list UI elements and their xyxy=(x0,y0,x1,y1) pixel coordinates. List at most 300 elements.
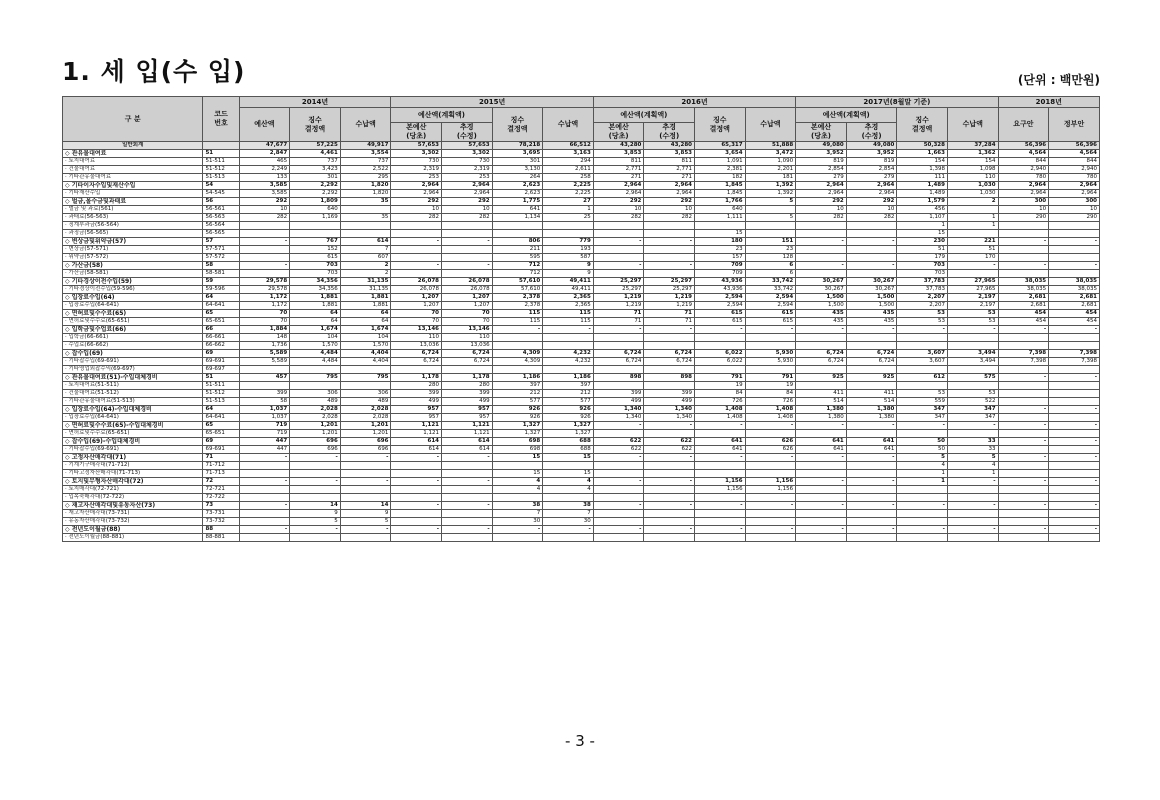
row-value: 926 xyxy=(543,406,594,414)
row-value: 1,030 xyxy=(947,182,998,190)
row-value: 211 xyxy=(492,246,543,254)
row-value xyxy=(593,222,644,230)
row-category: · 징계부과금(56-564) xyxy=(63,222,203,230)
row-value xyxy=(391,462,442,470)
row-value: 1,775 xyxy=(492,198,543,206)
row-value: - xyxy=(998,454,1049,462)
table-row xyxy=(63,430,1100,438)
row-value: 622 xyxy=(593,438,644,446)
row-value: 2,964 xyxy=(796,182,847,190)
row-value: 7 xyxy=(492,510,543,518)
row-value: 84 xyxy=(694,390,745,398)
row-category: · 기타관유물대여료 xyxy=(63,174,203,182)
header-receipt-2014: 수납액 xyxy=(340,108,391,142)
row-value: 844 xyxy=(998,158,1049,166)
row-value: 791 xyxy=(745,374,796,382)
row-value: 1,500 xyxy=(796,302,847,310)
row-value: 2,378 xyxy=(492,302,543,310)
row-value xyxy=(796,246,847,254)
row-value xyxy=(694,510,745,518)
row-value xyxy=(1049,470,1100,478)
table-row xyxy=(63,406,1100,414)
row-value: 626 xyxy=(745,438,796,446)
row-category: · 기타잡수입(69-691) xyxy=(63,446,203,454)
row-value xyxy=(796,494,847,502)
row-value: 640 xyxy=(694,206,745,214)
row-value: 898 xyxy=(593,374,644,382)
row-value xyxy=(391,254,442,262)
row-value: 15 xyxy=(492,470,543,478)
row-value: 7,398 xyxy=(1049,350,1100,358)
row-value: 811 xyxy=(644,158,695,166)
row-value: 30 xyxy=(543,518,594,526)
row-value: - xyxy=(745,502,796,510)
table-row xyxy=(63,158,1100,166)
row-value: 447 xyxy=(239,438,290,446)
row-value: 181 xyxy=(745,174,796,182)
row-value: 104 xyxy=(340,334,391,342)
row-value xyxy=(543,494,594,502)
row-value xyxy=(796,230,847,238)
row-value: 53 xyxy=(947,390,998,398)
row-value: 292 xyxy=(593,198,644,206)
row-value: 1,500 xyxy=(846,302,897,310)
table-row xyxy=(63,230,1100,238)
row-value xyxy=(796,334,847,342)
row-value: 2,365 xyxy=(543,294,594,302)
row-value: 51,888 xyxy=(745,142,796,150)
row-value: 1 xyxy=(947,214,998,222)
row-value: 1,207 xyxy=(391,294,442,302)
row-value: 10 xyxy=(846,206,897,214)
row-category: ◇ 벌금,몰수금및과태료 xyxy=(63,198,203,206)
row-value: 6,724 xyxy=(644,350,695,358)
row-value: 2,964 xyxy=(442,182,493,190)
row-code: 65 xyxy=(203,422,239,430)
row-value: 6,724 xyxy=(593,350,644,358)
row-value: 2,771 xyxy=(593,166,644,174)
row-value xyxy=(644,222,695,230)
row-value: 2,964 xyxy=(644,182,695,190)
row-value: 300 xyxy=(998,198,1049,206)
row-value xyxy=(543,534,594,542)
table-row xyxy=(63,414,1100,422)
header-2015: 2015년 xyxy=(391,97,593,108)
row-value: 2,594 xyxy=(745,294,796,302)
row-value: 3,130 xyxy=(492,166,543,174)
row-value xyxy=(1049,518,1100,526)
row-value xyxy=(644,430,695,438)
row-value xyxy=(593,230,644,238)
row-value: 957 xyxy=(442,406,493,414)
row-value: 5 xyxy=(340,518,391,526)
row-value xyxy=(290,470,341,478)
row-value: 1,392 xyxy=(745,182,796,190)
row-value: - xyxy=(492,326,543,334)
row-code: 72-721 xyxy=(203,486,239,494)
table-row xyxy=(63,526,1100,534)
row-value: 1,201 xyxy=(290,422,341,430)
row-value: 253 xyxy=(442,174,493,182)
row-value: 1,579 xyxy=(897,198,948,206)
row-value: 2,964 xyxy=(391,182,442,190)
row-value xyxy=(998,414,1049,422)
row-value: 50 xyxy=(897,438,948,446)
row-value: 15 xyxy=(694,230,745,238)
header-budget-plan-2015: 예산액(계획액) xyxy=(391,108,492,123)
row-value: 70 xyxy=(442,310,493,318)
row-value: 457 xyxy=(239,374,290,382)
row-category: · 변상금(57-571) xyxy=(63,246,203,254)
row-value xyxy=(239,518,290,526)
row-value: 1,392 xyxy=(745,190,796,198)
row-value: 2 xyxy=(340,262,391,270)
row-value: 221 xyxy=(947,238,998,246)
row-value: 926 xyxy=(492,406,543,414)
header-original-2015: 본예산 (당초) xyxy=(391,123,442,142)
row-code: 59 xyxy=(203,278,239,286)
row-value xyxy=(998,270,1049,278)
row-value xyxy=(796,486,847,494)
row-value: 4,309 xyxy=(492,358,543,366)
row-value: 641 xyxy=(846,446,897,454)
row-value: 38 xyxy=(543,502,594,510)
row-value: 499 xyxy=(442,398,493,406)
row-value: 212 xyxy=(492,390,543,398)
row-value: 1,380 xyxy=(796,414,847,422)
row-value: 641 xyxy=(694,446,745,454)
row-value: 1,327 xyxy=(543,422,594,430)
row-value xyxy=(239,534,290,542)
row-category: · 기타고정자산매각대(71-713) xyxy=(63,470,203,478)
row-value: 2,249 xyxy=(239,166,290,174)
row-value xyxy=(593,494,644,502)
row-value: 641 xyxy=(796,446,847,454)
row-value xyxy=(694,342,745,350)
row-value: - xyxy=(1049,238,1100,246)
row-value: 347 xyxy=(897,406,948,414)
row-value xyxy=(340,470,391,478)
row-value xyxy=(846,342,897,350)
row-value: 7 xyxy=(340,246,391,254)
row-value: 435 xyxy=(846,310,897,318)
row-value: 1,809 xyxy=(290,198,341,206)
row-value: 292 xyxy=(391,198,442,206)
row-value: 3,494 xyxy=(947,350,998,358)
row-value: 2,964 xyxy=(998,182,1049,190)
row-value: 133 xyxy=(239,174,290,182)
row-value: 1,362 xyxy=(947,150,998,158)
table-row xyxy=(63,446,1100,454)
row-value: 3,585 xyxy=(239,182,290,190)
row-value: 264 xyxy=(492,174,543,182)
row-value: 10 xyxy=(998,206,1049,214)
row-value xyxy=(239,486,290,494)
row-value xyxy=(239,222,290,230)
row-value: 1,156 xyxy=(745,478,796,486)
row-value: 1,881 xyxy=(340,302,391,310)
row-value: - xyxy=(644,454,695,462)
row-value: 447 xyxy=(239,446,290,454)
row-value: 737 xyxy=(290,158,341,166)
row-value: 709 xyxy=(694,262,745,270)
row-value: 1,186 xyxy=(543,374,594,382)
table-row xyxy=(63,422,1100,430)
row-value: 641 xyxy=(796,438,847,446)
row-value: 1,327 xyxy=(492,430,543,438)
row-value: 795 xyxy=(290,374,341,382)
row-code: 69-697 xyxy=(203,366,239,374)
table-row xyxy=(63,254,1100,262)
row-value: 709 xyxy=(694,270,745,278)
row-value: 622 xyxy=(644,438,695,446)
row-value xyxy=(846,246,897,254)
row-value: 53 xyxy=(947,318,998,326)
row-value: 4,404 xyxy=(340,350,391,358)
row-value: 49,917 xyxy=(340,142,391,150)
row-value xyxy=(694,518,745,526)
row-value: 4,564 xyxy=(1049,150,1100,158)
row-value: 10 xyxy=(391,206,442,214)
row-value: 279 xyxy=(796,174,847,182)
row-value xyxy=(745,430,796,438)
row-value xyxy=(846,534,897,542)
row-value xyxy=(391,246,442,254)
row-category: · 기타경상이전수입(59-596) xyxy=(63,286,203,294)
row-value: - xyxy=(593,238,644,246)
row-category: ◇ 입장료수입(64) xyxy=(63,294,203,302)
row-value xyxy=(593,254,644,262)
table-row xyxy=(63,286,1100,294)
row-value: 1,219 xyxy=(644,294,695,302)
row-value: 1,327 xyxy=(543,430,594,438)
row-category: ◇ 면허료및수수료(65) xyxy=(63,310,203,318)
row-value: 2,319 xyxy=(442,166,493,174)
row-value xyxy=(998,534,1049,542)
row-value: 1,098 xyxy=(947,166,998,174)
row-value: 2,964 xyxy=(1049,190,1100,198)
row-value: - xyxy=(543,526,594,534)
row-value xyxy=(644,486,695,494)
row-value: - xyxy=(239,502,290,510)
row-value: - xyxy=(1049,326,1100,334)
row-value: 5,589 xyxy=(239,350,290,358)
row-value xyxy=(593,518,644,526)
row-value: 2,964 xyxy=(846,190,897,198)
row-value: 2,964 xyxy=(796,190,847,198)
row-value: 53 xyxy=(897,318,948,326)
row-value: - xyxy=(1049,438,1100,446)
row-value: 615 xyxy=(290,254,341,262)
row-code: 51-513 xyxy=(203,398,239,406)
header-revised-2017: 추경 (수정) xyxy=(846,123,897,142)
table-row xyxy=(63,334,1100,342)
row-value: 70 xyxy=(391,318,442,326)
row-value: 2,940 xyxy=(998,166,1049,174)
row-value: - xyxy=(998,422,1049,430)
row-value xyxy=(745,334,796,342)
row-value xyxy=(897,510,948,518)
row-value xyxy=(593,534,644,542)
row-value: 465 xyxy=(239,158,290,166)
row-value: 33 xyxy=(947,438,998,446)
row-value: 3,494 xyxy=(947,358,998,366)
row-value: - xyxy=(442,526,493,534)
row-value: 4,484 xyxy=(290,350,341,358)
table-row xyxy=(63,150,1100,158)
row-category: · 벌금 및 과료(561) xyxy=(63,206,203,214)
row-value: - xyxy=(897,526,948,534)
row-value: 14 xyxy=(290,502,341,510)
row-value xyxy=(644,366,695,374)
row-value: - xyxy=(442,478,493,486)
row-value xyxy=(998,510,1049,518)
row-value: 13,146 xyxy=(391,326,442,334)
row-value: 37,783 xyxy=(897,278,948,286)
row-value: - xyxy=(796,422,847,430)
row-value: - xyxy=(998,238,1049,246)
row-value: 31,135 xyxy=(340,286,391,294)
row-value: 3,695 xyxy=(492,150,543,158)
row-value: 622 xyxy=(644,446,695,454)
row-value xyxy=(644,534,695,542)
row-value xyxy=(391,366,442,374)
row-value: 614 xyxy=(391,438,442,446)
row-value: 3,607 xyxy=(897,350,948,358)
row-value: 13,036 xyxy=(442,342,493,350)
row-value: 1,820 xyxy=(340,182,391,190)
row-value xyxy=(694,222,745,230)
row-value xyxy=(391,534,442,542)
row-value: 38,035 xyxy=(1049,286,1100,294)
row-value: 34,356 xyxy=(290,278,341,286)
row-value: 2,964 xyxy=(442,190,493,198)
row-value: 64 xyxy=(290,310,341,318)
row-value: 1,884 xyxy=(239,326,290,334)
row-value: 454 xyxy=(998,310,1049,318)
row-code: 65-651 xyxy=(203,318,239,326)
table-row xyxy=(63,294,1100,302)
row-value: 1,090 xyxy=(745,158,796,166)
row-category: · 과징금(56-565) xyxy=(63,230,203,238)
row-value: 4,309 xyxy=(492,350,543,358)
header-budget-2014: 예산액 xyxy=(239,108,290,142)
row-value: 1,156 xyxy=(745,486,796,494)
row-value: 49,080 xyxy=(846,142,897,150)
table-row xyxy=(63,478,1100,486)
row-value: 53 xyxy=(947,310,998,318)
row-value: - xyxy=(1049,478,1100,486)
row-value: - xyxy=(796,454,847,462)
row-value xyxy=(593,430,644,438)
row-value: 780 xyxy=(998,174,1049,182)
row-value: 1,327 xyxy=(492,422,543,430)
row-value: 282 xyxy=(239,214,290,222)
row-value: - xyxy=(1049,262,1100,270)
row-value xyxy=(239,254,290,262)
row-value xyxy=(290,366,341,374)
row-value: 1 xyxy=(543,206,594,214)
row-value: 3,853 xyxy=(644,150,695,158)
header-2014: 2014년 xyxy=(239,97,391,108)
row-value xyxy=(745,342,796,350)
row-value: - xyxy=(391,238,442,246)
row-value: - xyxy=(998,262,1049,270)
row-value: 696 xyxy=(290,438,341,446)
row-value xyxy=(947,382,998,390)
row-value: - xyxy=(644,238,695,246)
row-value: 115 xyxy=(492,318,543,326)
row-code: 64-641 xyxy=(203,414,239,422)
row-value: 292 xyxy=(239,198,290,206)
row-value xyxy=(998,382,1049,390)
row-value: 10 xyxy=(593,206,644,214)
row-value xyxy=(239,470,290,478)
row-value xyxy=(846,254,897,262)
row-code: 56-565 xyxy=(203,230,239,238)
row-value xyxy=(442,534,493,542)
row-value: 6,724 xyxy=(391,350,442,358)
row-value: 1,489 xyxy=(897,190,948,198)
table-row xyxy=(63,326,1100,334)
row-value: - xyxy=(1049,526,1100,534)
row-value: 282 xyxy=(846,214,897,222)
row-value: 10 xyxy=(1049,206,1100,214)
row-value: 30,267 xyxy=(846,286,897,294)
row-value: 1,207 xyxy=(391,302,442,310)
row-value: 38,035 xyxy=(998,278,1049,286)
row-value: - xyxy=(593,326,644,334)
row-value: 3,472 xyxy=(745,150,796,158)
row-value: 66,512 xyxy=(543,142,594,150)
row-value: 50 xyxy=(897,446,948,454)
row-value: - xyxy=(1049,422,1100,430)
row-value xyxy=(644,334,695,342)
row-value: 57,610 xyxy=(492,278,543,286)
row-value: - xyxy=(1049,406,1100,414)
row-value: 212 xyxy=(543,390,594,398)
row-code: 56 xyxy=(203,198,239,206)
row-value xyxy=(340,534,391,542)
row-value: 4 xyxy=(492,478,543,486)
row-value xyxy=(442,494,493,502)
row-value: 1,845 xyxy=(694,190,745,198)
row-value: 154 xyxy=(897,158,948,166)
header-govt-2018: 정부안 xyxy=(1049,108,1100,142)
table-row xyxy=(63,486,1100,494)
row-value xyxy=(442,222,493,230)
table-row xyxy=(63,502,1100,510)
row-value: 2,207 xyxy=(897,302,948,310)
row-value: 30,267 xyxy=(846,278,897,286)
row-value: 1 xyxy=(897,470,948,478)
row-value xyxy=(745,366,796,374)
row-value: 435 xyxy=(796,310,847,318)
row-value: 1,380 xyxy=(846,414,897,422)
row-code: 51-511 xyxy=(203,158,239,166)
row-code: 51 xyxy=(203,150,239,158)
row-value: 10 xyxy=(239,206,290,214)
row-value xyxy=(897,430,948,438)
row-value: 10 xyxy=(644,206,695,214)
row-value: 271 xyxy=(644,174,695,182)
row-value xyxy=(947,430,998,438)
row-value xyxy=(745,510,796,518)
row-value: 819 xyxy=(846,158,897,166)
row-code: 54-545 xyxy=(203,190,239,198)
table-row xyxy=(63,374,1100,382)
row-value: 1,570 xyxy=(340,342,391,350)
